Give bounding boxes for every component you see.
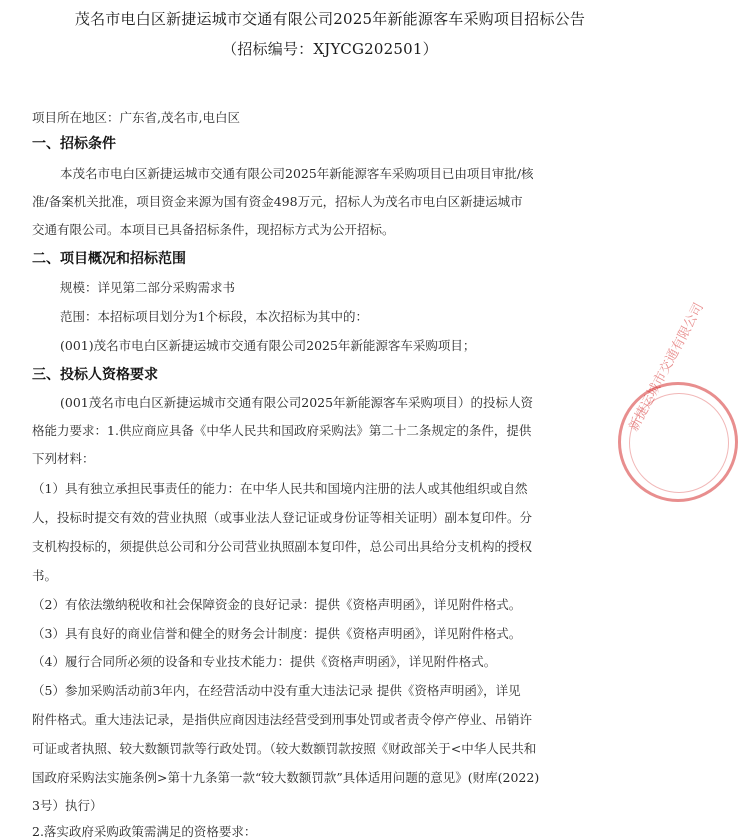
seal-text: 新捷运城市交通有限公司 [626, 300, 707, 434]
project-location: 项目所在地区：广东省,茂名市,电白区 [32, 110, 240, 125]
paragraph-line: （5）参加采购活动前3年内，在经营活动中没有重大违法记录 提供《资格声明函》，详见 [32, 683, 521, 698]
paragraph-line: 本茂名市电白区新捷运城市交通有限公司2025年新能源客车采购项目已由项目审批/核 [60, 166, 534, 181]
paragraph-line: (001)茂名市电白区新捷运城市交通有限公司2025年新能源客车采购项目； [60, 338, 476, 353]
bid-number: （招标编号：XJYCG202501） [222, 40, 438, 58]
paragraph-line: 准/备案机关批准，项目资金来源为国有资金498万元，招标人为茂名市电白区新捷运城市 [32, 194, 523, 209]
paragraph-line: (001茂名市电白区新捷运城市交通有限公司2025年新能源客车采购项目）的投标人资 [60, 395, 534, 410]
paragraph-line: （4）履行合同所必须的设备和专业技术能力：提供《资格声明函》，详见附件格式。 [32, 654, 497, 669]
paragraph-line: （1）具有独立承担民事责任的能力：在中华人民共和国境内注册的法人或其他组织或自然 [32, 481, 528, 496]
paragraph-line: 交通有限公司。本项目已具备招标条件，现招标方式为公开招标。 [32, 222, 395, 237]
paragraph-line: （2）有依法缴纳税收和社会保障资金的良好记录：提供《资格声明函》，详见附件格式。 [32, 597, 522, 612]
paragraph-line: 国政府采购法实施条例>第十九条第一款“较大数额罚款”具体适用问题的意见》(财库(2022) [32, 770, 540, 785]
paragraph-line: 支机构投标的，须提供总公司和分公司营业执照副本复印件，总公司出具给分支机构的授权 [32, 539, 533, 554]
paragraph-line: 3号）执行） [32, 798, 103, 813]
paragraph-line: 人，投标时提交有效的营业执照（或事业法人登记证或身份证等相关证明）副本复印件。分 [32, 510, 533, 525]
paragraph-line: 附件格式。重大违法记录，是指供应商因违法经营受到刑事处罚或者责令停产停业、吊销许 [32, 712, 533, 727]
paragraph-line: 可证或者执照、较大数额罚款等行政处罚。（较大数额罚款按照《财政部关于<中华人民共和 [32, 741, 537, 756]
paragraph-line: 下列材料： [32, 451, 95, 466]
paragraph-line: 规模：详见第二部分采购需求书 [60, 280, 236, 295]
section-heading-bidder-qualifications: 三、投标人资格要求 [32, 367, 158, 383]
company-seal [618, 300, 738, 502]
paragraph-line: 格能力要求：1.供应商应具备《中华人民共和国政府采购法》第二十二条规定的条件，提供 [32, 423, 532, 438]
paragraph-line: （3）具有良好的商业信誉和健全的财务会计制度：提供《资格声明函》，详见附件格式。 [32, 626, 522, 641]
paragraph-line: 2.落实政府采购政策需满足的资格要求： [32, 824, 257, 839]
section-heading-project-overview: 二、项目概况和招标范围 [32, 251, 186, 267]
paragraph-line: 范围：本招标项目划分为1个标段，本次招标为其中的： [60, 309, 368, 324]
section-heading-bidding-conditions: 一、招标条件 [32, 136, 116, 152]
paragraph-line: 书。 [32, 568, 58, 583]
document-title: 茂名市电白区新捷运城市交通有限公司2025年新能源客车采购项目招标公告 [74, 10, 586, 28]
